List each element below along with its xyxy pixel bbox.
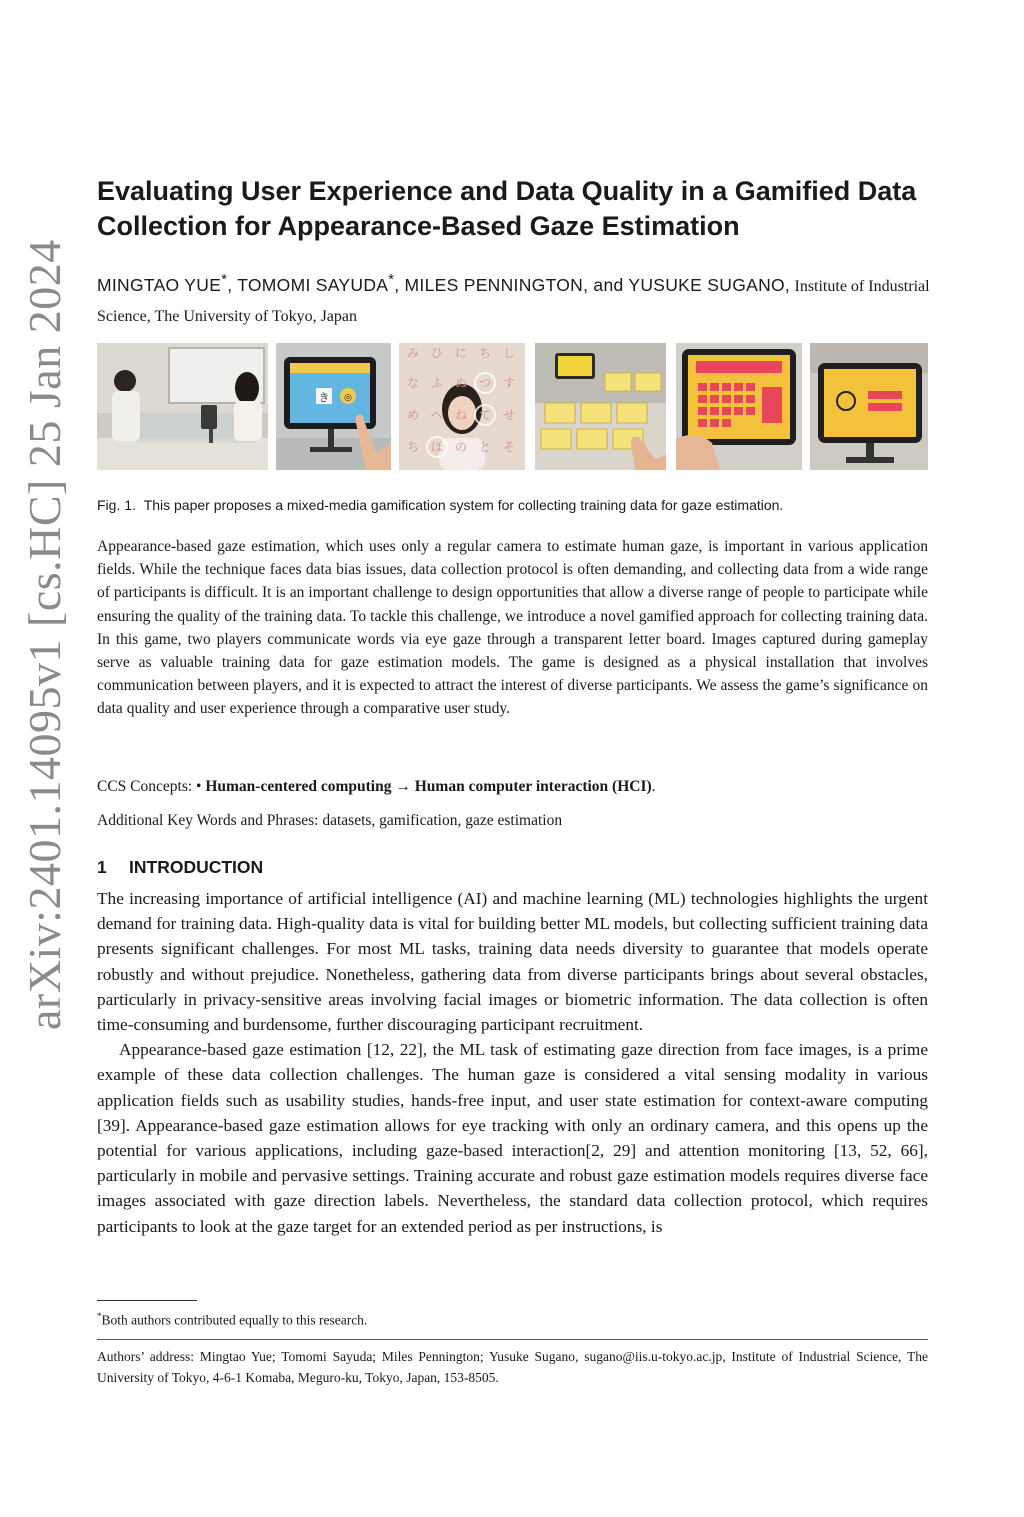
footnote	[97, 1306, 928, 1331]
photo-tablet-target	[810, 343, 928, 470]
board-letter: ち	[478, 346, 492, 360]
section-number: 1	[97, 857, 107, 877]
board-letter: に	[454, 346, 468, 360]
paper-title: Evaluating User Experience and Data Quality in a Gamified Data Collection for Appearance-Based Gaze Estimation	[97, 176, 917, 241]
photo-letter-board	[399, 343, 525, 470]
ccs-concept: Human-centered computing	[205, 778, 392, 795]
equal-contribution-marker: *	[221, 272, 228, 288]
tablet-letter-ki: き	[318, 391, 330, 404]
figure-1	[97, 343, 928, 470]
author-address: Authors’ address: Mingtao Yue; Tomomi Sayuda; Miles Pennington; Yusuke Sugano, sugano@iis.u-tokyo.ac.jp, Institute of Industrial Science, The University of Tokyo, 4-6-1 Komaba, Meguro-ku, Tokyo, Japan, 153-8505.	[97, 1349, 928, 1385]
footnote-marker: *	[97, 1311, 102, 1321]
photo-tablet-keyboard	[676, 343, 802, 470]
author-block	[97, 266, 937, 331]
photo-players-at-board	[97, 343, 268, 470]
photo-tablet-blue	[276, 343, 391, 470]
figure-label: Fig. 1.	[97, 497, 136, 513]
section-heading	[97, 855, 697, 879]
address-rule	[97, 1339, 928, 1340]
board-letter: し	[502, 346, 516, 360]
board-letter: ふ	[430, 376, 444, 390]
board-letter: ね	[454, 408, 468, 422]
board-letter: ぬ	[454, 376, 468, 390]
board-letter: へ	[430, 408, 444, 422]
introduction-body	[97, 886, 928, 1239]
board-letter: ほ	[430, 440, 444, 454]
ccs-subconcept: Human computer interaction (HCI)	[414, 778, 652, 795]
board-letter: す	[502, 376, 516, 390]
section-title: INTRODUCTION	[129, 857, 264, 877]
intro-paragraph-1: The increasing importance of artificial intelligence (AI) and machine learning (ML) technologies highlights the urgent demand for training data. High-quality data is vital for building better ML models, but collecting sufficient training data presents significant challenges. For most ML tasks, training data needs diversity to guarantee that models operate robustly and without prejudice. Nonetheless, gathering data from diverse participants brings about several obstacles, particularly in privacy-sensitive areas involving facial images or biometric information. The data collection is often time-consuming and burdensome, further discouraging participant recruitment.	[97, 889, 928, 1035]
footnote-rule	[97, 1300, 197, 1301]
footnote-text: Both authors contributed equally to this research.	[101, 1312, 368, 1328]
intro-paragraph-2: Appearance-based gaze estimation [12, 22], the ML task of estimating gaze direction from face images, is a prime example of these data collection challenges. The human gaze is considered a vital sensing modality in various application fields such as usability studies, hands-free input, and user state estimation for context-aware computing [39]. Appearance-based gaze estimation allows for eye tracking with only an ordinary camera, and this opens up the potential for various applications, including gaze-based interaction[2, 29] and attention monitoring [13, 52, 66], particularly in mobile and pervasive settings. Training accurate and robust gaze estimation models requires diverse face images associated with gaze direction labels. Nevertheless, the standard data collection protocol, which requires participants to look at the gaze target for an extended period as per instructions, is	[97, 1040, 928, 1236]
keywords: Additional Key Words and Phrases: datasets, gamification, gaze estimation	[97, 812, 563, 829]
equal-contribution-marker-2: *	[388, 272, 395, 288]
board-letter: ち	[406, 440, 420, 454]
abstract: Appearance-based gaze estimation, which uses only a regular camera to estimate human gaze, is important in various application fields. While the technique faces data bias issues, data collection protocol is often demanding, and collecting data from a wide range of participants is difficult. It is an important challenge to design opportunities that allow a diverse range of people to participate while ensuring the quality of the training data. To tackle this challenge, we introduce a novel gamified approach for collecting training data. In this game, two players communicate words via eye gaze through a transparent letter board. Images captured during gameplay serve as valuable training data for gaze estimation models. The game is designed as a physical installation that involves communication between players, and it is expected to attract the interest of diverse participants. We assess the game’s significance on data quality and user experience through a comparative user study.	[97, 538, 928, 718]
board-letter: て	[478, 408, 492, 422]
board-letter: な	[406, 376, 420, 390]
tablet-target-icon: ◎	[344, 393, 352, 403]
ccs-concepts: CCS Concepts: • Human-centered computing → Human computer interaction (HCI).	[97, 778, 656, 795]
board-letter: ひ	[430, 346, 444, 360]
board-letter: と	[478, 440, 492, 454]
board-letter: の	[454, 440, 468, 454]
photo-game-cards	[535, 343, 666, 470]
figure-caption-text: This paper proposes a mixed-media gamification system for collecting training data for gaze estimation.	[143, 497, 784, 513]
author-affiliation: Institute of Industrial Science, The University of Tokyo, Japan	[97, 277, 930, 325]
figure-caption	[97, 494, 937, 516]
board-letter: み	[406, 346, 420, 360]
board-letter: そ	[502, 440, 516, 454]
board-letter: め	[406, 408, 420, 422]
board-letter: せ	[502, 408, 516, 422]
author-names: MINGTAO YUE*, TOMOMI SAYUDA*, MILES PENNINGTON, and YUSUKE SUGANO,	[97, 272, 791, 295]
arxiv-stamp: arXiv:2401.14095v1 [cs.HC] 25 Jan 2024	[19, 239, 70, 1030]
board-letter: つ	[478, 376, 492, 390]
